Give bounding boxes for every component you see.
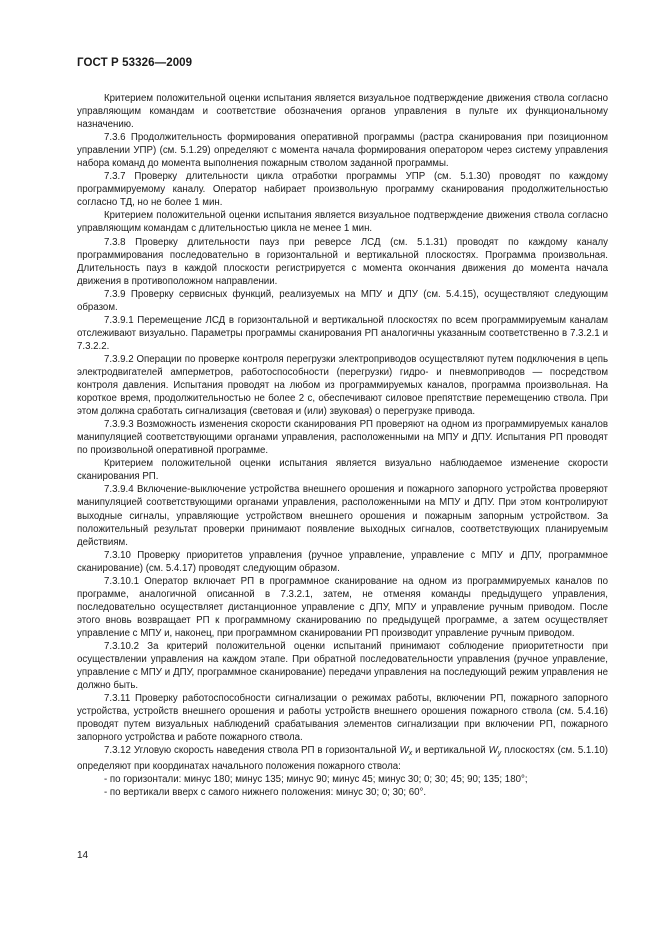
symbol-letter: W: [488, 745, 498, 757]
paragraph: Критерием положительной оценки испытания является визуально наблюдаемое изменение скорости сканирования РП.: [77, 458, 608, 483]
document-header: ГОСТ Р 53326—2009: [77, 57, 193, 69]
paragraph: 7.3.9 Проверку сервисных функций, реализуемых на МПУ и ДПУ (см. 5.4.15), осуществляют следующим образом.: [77, 288, 608, 313]
paragraph: 7.3.9.2 Операции по проверке контроля перегрузки электроприводов осуществляют путем подключения в цепь электродвигателей амперметров, работоспособности (перегрузки) гидро- и пневмоприводов — посредством контроля давления. Испытания проводят на любом из программируемых каналов, программа произвольная. На короткое время, продолжительностью не более 2 с, обеспечивают силовое препятствие перемещению ствола. При этом должна сработать сигнализация (световая и (или) звуковая) о перегрузке привода.: [77, 353, 608, 418]
paragraph: Критерием положительной оценки испытания является визуальное подтверждение движения ствола согласно управляющим командам и соответствие обозначения органов управления в пульте их функциональному назначению.: [77, 93, 608, 131]
paragraph: 7.3.10.1 Оператор включает РП в программное сканирование на одном из программируемых каналов по программе, аналогичной описанной в 7.3.2.1, затем, не отменяя команды предыдущего управления, последовательно осуществляет дистанционное управление с ДПУ, МПУ и управление ручным приводом. После этого вновь возвращает РП к программному сканированию по предыдущей программе, а затем осуществляет управление с МПУ и, наконец, при программном сканировании РП производит управление ручным приводом.: [77, 575, 608, 639]
symbol-subscript: x: [408, 750, 413, 758]
symbol-wx: [400, 745, 413, 756]
paragraph: 7.3.11 Проверку работоспособности сигнализации о режимах работы, включении РП, пожарного запорного устройства, устройств внешнего орошения и работы устройств внешнего орошения пожарного ствола (см. 5.4.16) проводят путем визуальных наблюдений срабатывания элементов сигнализации при включении РП, пожарного запорного устройства и работе пожарного ствола.: [77, 693, 608, 744]
document-body: [77, 92, 608, 800]
symbol-letter: W: [399, 745, 409, 757]
paragraph: 7.3.9.3 Возможность изменения скорости сканирования РП проверяют на одном из программируемых каналов манипуляцией соответствующими органами управления, расположенными на МПУ и ДПУ. Испытания РП проводят по произвольной оперативной программе.: [77, 419, 608, 457]
paragraph: 7.3.10.2 За критерий положительной оценки испытаний принимают соблюдение приоритетности при осуществлении управления на каждом этапе. При обратной последовательности управления (ручное управление, управление с МПУ и ДПУ, программное сканирование) передачи управления на последующий режим управления не должно быть.: [77, 640, 608, 692]
dash-list-item: - по горизонтали: минус 180; минус 135; минус 90; минус 45; минус 30; 0; 30; 45; 90; 135; 180°;: [104, 774, 528, 786]
dash-list-item: - по вертикали вверх с самого нижнего положения: минус 30; 0; 30; 60°.: [104, 787, 427, 799]
paragraph: 7.3.10 Проверку приоритетов управления (ручное управление, управление с МПУ и ДПУ, программное сканирование) (см. 5.4.17) проводят следующим образом.: [77, 549, 608, 574]
paragraph: 7.3.8 Проверку длительности пауз при реверсе ЛСД (см. 5.1.31) проводят по каждому каналу программирования последовательно в горизонтальной и вертикальной плоскостях. Программа произвольная. Длительность пауз в каждой плоскости регистрируется с момента окончания движения до момента начала движения в противоположном направлении.: [77, 236, 608, 287]
paragraph-text: плоскостях (см. 5.1.10) определяют при координатах начального положения пожарного ствола:: [77, 745, 609, 773]
paragraph: 7.3.9.4 Включение-выключение устройства внешнего орошения и пожарного запорного устройства проверяют манипуляцией соответствующими органами управления, расположенными на МПУ и ДПУ. При этом контролируют выходные сигналы, управляющие устройством внешнего орошения и пожарным запорным устройством. За положительный результат проверки принимают появление выходных сигналов, соответствующих планируемым действиям.: [77, 484, 608, 548]
symbol-subscript: y: [497, 750, 502, 758]
paragraph: Критерием положительной оценки испытания является визуальное подтверждение движения ствола согласно управляющим командам с длительностью цикла не менее 1 мин.: [77, 210, 608, 235]
symbol-wy: [489, 745, 502, 756]
paragraph-text: и вертикальной: [412, 745, 489, 757]
paragraph-7-3-12: [77, 744, 608, 773]
page-number: 14: [77, 850, 89, 861]
paragraph: 7.3.7 Проверку длительности цикла отработки программы УПР (см. 5.1.30) проводят по каждому программируемому каналу. Оператор набирает произвольную программу сканирования продолжительностью согласно ТД, но не более 1 мин.: [77, 171, 608, 209]
paragraph-text: 7.3.12 Угловую скорость наведения ствола РП в горизонтальной: [104, 745, 400, 757]
paragraph: 7.3.9.1 Перемещение ЛСД в горизонтальной и вертикальной плоскостях по всем программируемым каналам отслеживают визуально. Параметры программы сканирования РП аналогичны указанным соответственно в 7.3.2.1 и 7.3.2.2.: [77, 314, 608, 352]
paragraph: 7.3.6 Продолжительность формирования оперативной программы (растра сканирования при позиционном управлении УПР) (см. 5.1.29) определяют с момента начала формирования оператором через систему управления набора команд до момента выполнения пожарным стволом заданной программы.: [77, 132, 608, 170]
